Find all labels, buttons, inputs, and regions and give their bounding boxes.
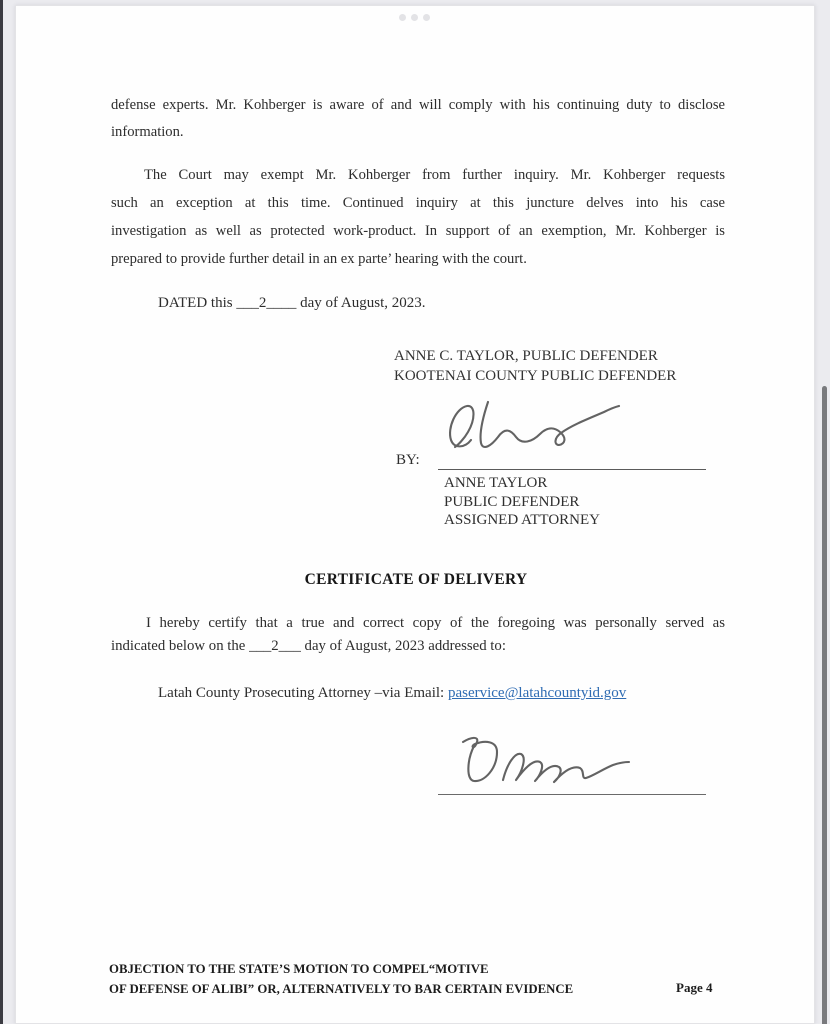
signer-title: PUBLIC DEFENDER [444, 493, 580, 510]
footer-title-line2: OF DEFENSE OF ALIBI” OR, ALTERNATIVELY TO BAR CERTAIN EVIDENCE [109, 981, 574, 996]
doc-line: prepared to provide further detail in an ex parte’ hearing with the court. [111, 251, 527, 267]
attorney-name-line: ANNE C. TAYLOR, PUBLIC DEFENDER [394, 348, 658, 364]
signature-line [438, 469, 706, 470]
signer-title: ASSIGNED ATTORNEY [444, 512, 600, 528]
document-page [15, 5, 815, 1024]
attorney-block [394, 347, 676, 386]
dot-icon [411, 14, 418, 21]
certificate-of-delivery-heading: CERTIFICATE OF DELIVERY [304, 571, 528, 588]
doc-line: such an exception at this time. Continued inquiry at this juncture delves into his case [111, 195, 725, 211]
signer-block [444, 474, 600, 530]
vertical-scrollbar-thumb[interactable] [822, 386, 827, 1024]
doc-line: information. [111, 124, 184, 140]
doc-line: indicated below on the ___2___ day of August, 2023 addressed to: [111, 637, 506, 654]
paragraph-court-exemption [111, 161, 725, 273]
dated-line: DATED this ___2____ day of August, 2023. [158, 295, 426, 311]
by-label: BY: [396, 452, 420, 468]
footer-title [109, 960, 669, 999]
doc-line: defense experts. Mr. Kohberger is aware of and will comply with his continuing duty to disclose [111, 97, 725, 113]
delivery-signature-line [438, 794, 706, 795]
dot-icon [399, 14, 406, 21]
doc-line: investigation as well as protected work-product. In support of an exemption, Mr. Kohberger is [111, 223, 725, 239]
paragraph-continuing-duty [111, 92, 725, 146]
dot-icon [423, 14, 430, 21]
doc-line: The Court may exempt Mr. Kohberger from further inquiry. Mr. Kohberger requests [144, 167, 725, 183]
page-number: Page 4 [676, 980, 713, 995]
doc-line: I hereby certify that a true and correct copy of the foregoing was personally served as [146, 615, 725, 631]
footer-title-line1: OBJECTION TO THE STATE’S MOTION TO COMPEL“MOTIVE [109, 962, 489, 976]
service-email-link[interactable]: paservice@latahcountyid.gov [447, 685, 627, 701]
handwritten-signature-anne-taylor [441, 396, 636, 465]
signer-name: ANNE TAYLOR [444, 475, 548, 491]
window-edge-strip [0, 0, 3, 1024]
certificate-paragraph [111, 612, 725, 657]
attorney-office-line: KOOTENAI COUNTY PUBLIC DEFENDER [394, 367, 677, 384]
service-line [158, 685, 626, 702]
three-dots-handle-icon[interactable] [394, 12, 434, 22]
handwritten-signature-delivery [441, 728, 646, 801]
service-recipient: Latah County Prosecuting Attorney –via Email: [158, 685, 448, 701]
